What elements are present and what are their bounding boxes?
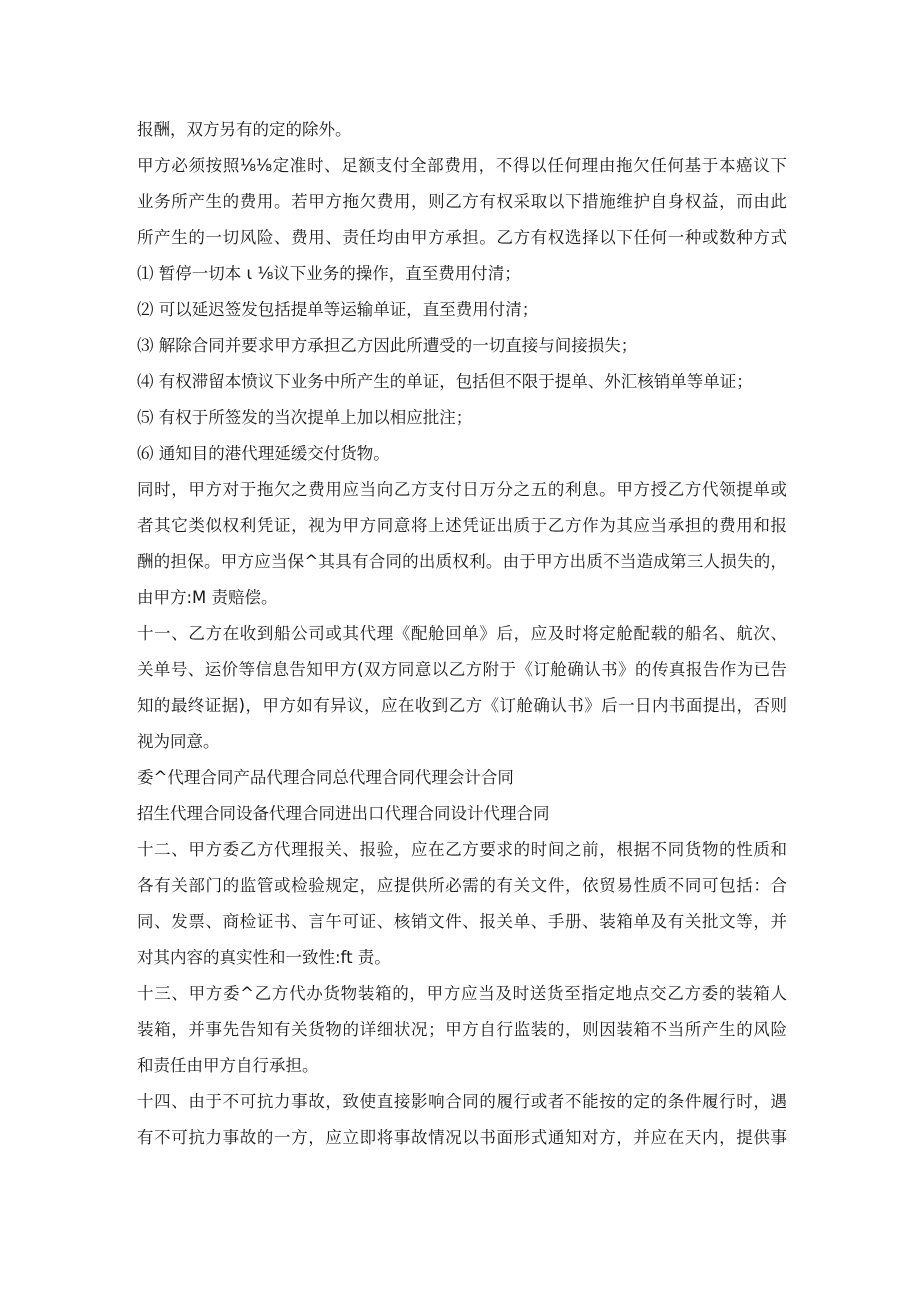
text-line: ⑴ 暂停一切本 ι ⅛议下业务的操作，直至费用付清； xyxy=(137,264,521,283)
text-line: 关单号、运价等信息告知甲方(双方同意以乙方附于《订舱确认书》的传真报告作为已告 xyxy=(137,660,787,679)
text-line: 知的最终证据)，甲方如有异议，应在收到乙方《订舱确认书》后一日内书面提出，否则 xyxy=(137,696,787,715)
text-line: ⑶ 解除合同并要求甲方承担乙方因此所遭受的一切直接与间接损失； xyxy=(137,336,638,355)
text-line: 委^代理合同产品代理合同总代理合同代理会计合同 xyxy=(137,768,514,787)
document-body xyxy=(137,112,787,1156)
text-line: ⑸ 有权于所签发的当次提单上加以相应批注； xyxy=(137,408,473,427)
text-line: 同、发票、商检证书、言午可证、核销文件、报关单、手册、装箱单及有关批文等，并 xyxy=(137,912,787,931)
text-line: 十一、乙方在收到船公司或其代理《配舱回单》后，应及时将定舱配载的船名、航次、 xyxy=(137,624,787,643)
text-line: 装箱，并事先告知有关货物的详细状况；甲方自行监装的，则因装箱不当所产生的风险 xyxy=(137,1020,787,1039)
text-line: 业务所产生的费用。若甲方拖欠费用，则乙方有权采取以下措施维护自身权益，而由此 xyxy=(137,192,787,211)
text-line: 酬的担保。甲方应当保^其具有合同的出质权利。由于甲方出质不当造成第三人损失的， xyxy=(137,552,787,571)
text-line: 各有关部门的监管或检验规定，应提供所必需的有关文件，依贸易性质不同可包括：合 xyxy=(137,876,787,895)
text-line: 所产生的一切风险、费用、责任均由甲方承担。乙方有权选择以下任何一种或数种方式 xyxy=(137,228,787,247)
text-line: ⑷ 有权滞留本愤议下业务中所产生的单证，包括但不限于提单、外汇核销单等单证； xyxy=(137,372,753,391)
text-line: 者其它类似权利凭证，视为甲方同意将上述凭证出质于乙方作为其应当承担的费用和报 xyxy=(137,516,787,535)
text-line: ⑵ 可以延迟签发包括提单等运输单证，直至费用付清； xyxy=(137,300,539,319)
text-line: 有不可抗力事故的一方，应立即将事故情况以书面形式通知对方，并应在天内，提供事 xyxy=(137,1128,787,1147)
text-line: 报酬，双方另有的定的除外。 xyxy=(137,120,352,139)
text-line: 十四、由于不可抗力事故，致使直接影响合同的履行或者不能按的定的条件履行时，遇 xyxy=(137,1092,787,1111)
text-line: 对其内容的真实性和一致性:ft 责。 xyxy=(137,948,391,967)
text-line: 十三、甲方委^乙方代办货物装箱的，甲方应当及时送货至指定地点交乙方委的装箱人 xyxy=(137,984,787,1003)
text-line: ⑹ 通知目的港代理延缓交付货物。 xyxy=(137,444,390,463)
text-line: 甲方必须按照⅛⅛定准时、足额支付全部费用，不得以任何理由拖欠任何基于本癌议下 xyxy=(137,156,787,175)
text-line: 十二、甲方委乙方代理报关、报验，应在乙方要求的时间之前，根据不同货物的性质和 xyxy=(137,840,787,859)
text-line: 视为同意。 xyxy=(137,732,220,751)
text-line: 同时，甲方对于拖欠之费用应当向乙方支付日万分之五的利息。甲方授乙方代领提单或 xyxy=(137,480,787,499)
text-line: 由甲方:M 责赔偿。 xyxy=(137,588,278,607)
text-line: 招生代理合同设备代理合同进出口代理合同设计代理合同 xyxy=(137,804,550,823)
text-line: 和责任由甲方自行承担。 xyxy=(137,1056,319,1075)
